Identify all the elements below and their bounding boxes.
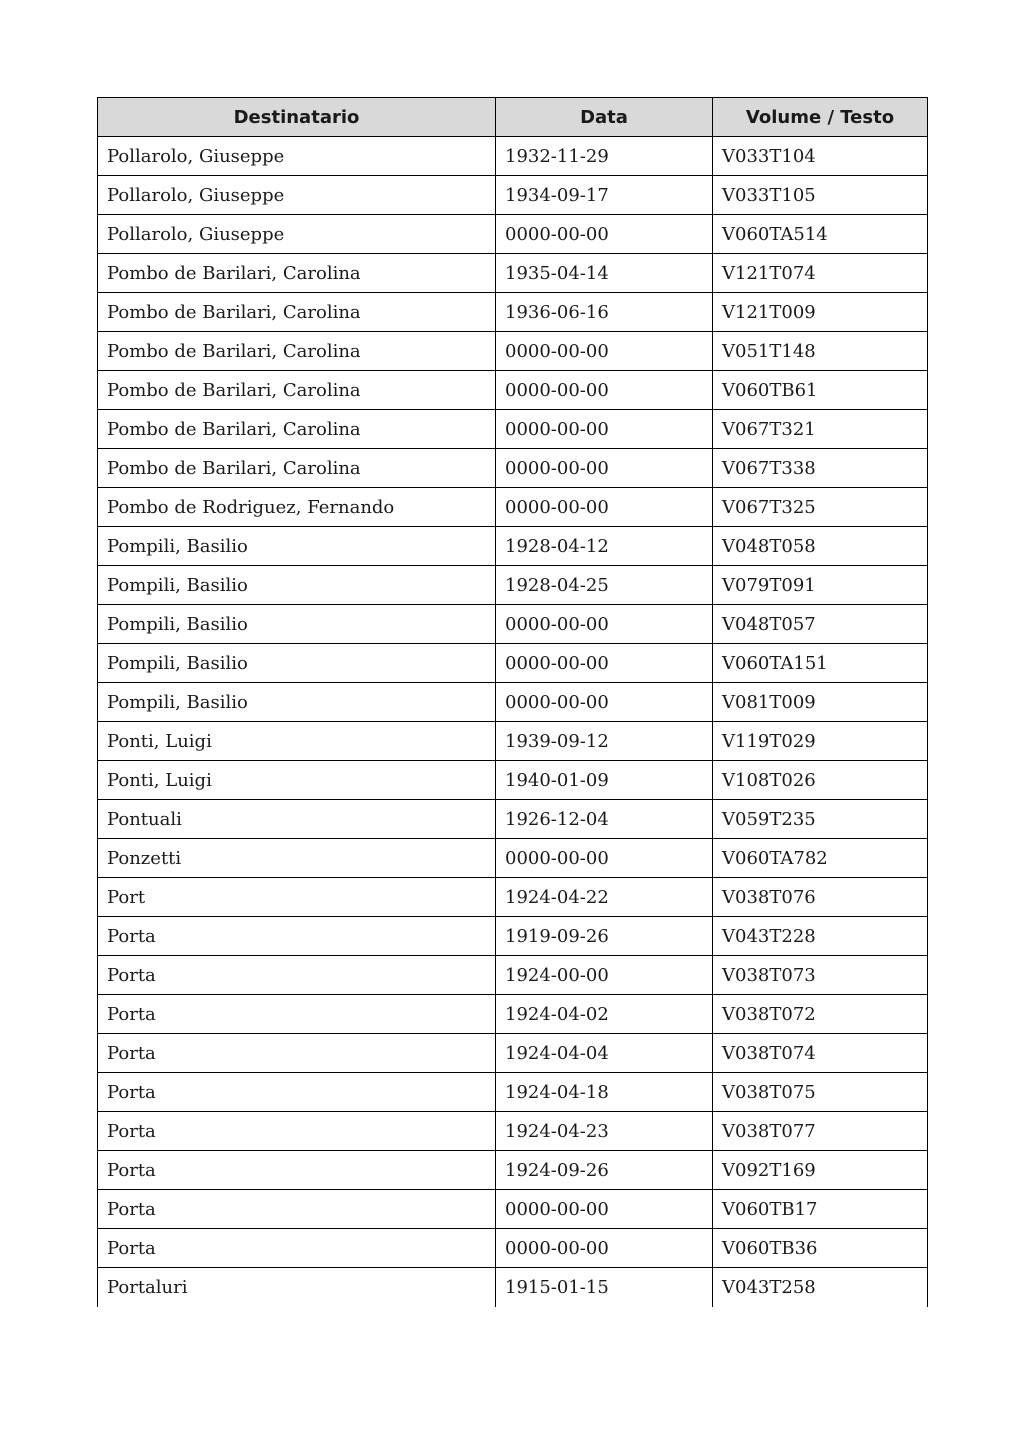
cell-volume-testo: V038T072 [713,995,928,1034]
cell-volume-testo: V067T325 [713,488,928,527]
cell-destinatario: Pombo de Barilari, Carolina [98,449,496,488]
table-row [98,488,928,527]
cell-data: 0000-00-00 [496,683,713,722]
cell-volume-testo: V060TB61 [713,371,928,410]
cell-volume-testo: V043T258 [713,1268,928,1307]
cell-destinatario: Pollarolo, Giuseppe [98,176,496,215]
table-row [98,527,928,566]
cell-volume-testo: V048T057 [713,605,928,644]
cell-destinatario: Porta [98,1190,496,1229]
cell-volume-testo: V060TB36 [713,1229,928,1268]
table-row [98,605,928,644]
cell-destinatario: Ponti, Luigi [98,722,496,761]
cell-data: 0000-00-00 [496,839,713,878]
cell-destinatario: Porta [98,1034,496,1073]
table-row [98,566,928,605]
cell-destinatario: Port [98,878,496,917]
cell-destinatario: Porta [98,917,496,956]
table-row [98,1034,928,1073]
cell-volume-testo: V067T321 [713,410,928,449]
cell-volume-testo: V060TA151 [713,644,928,683]
cell-destinatario: Porta [98,1229,496,1268]
table-row [98,137,928,176]
cell-destinatario: Pombo de Barilari, Carolina [98,254,496,293]
table-row [98,449,928,488]
cell-volume-testo: V038T076 [713,878,928,917]
cell-data: 1940-01-09 [496,761,713,800]
table-row [98,839,928,878]
cell-volume-testo: V060TA514 [713,215,928,254]
cell-volume-testo: V059T235 [713,800,928,839]
table-row [98,683,928,722]
cell-destinatario: Pompili, Basilio [98,683,496,722]
cell-data: 1928-04-12 [496,527,713,566]
cell-destinatario: Ponzetti [98,839,496,878]
cell-destinatario: Pompili, Basilio [98,527,496,566]
table-row [98,1151,928,1190]
table-row [98,761,928,800]
cell-destinatario: Pombo de Barilari, Carolina [98,332,496,371]
cell-destinatario: Pompili, Basilio [98,566,496,605]
cell-volume-testo: V038T077 [713,1112,928,1151]
cell-data: 1924-04-18 [496,1073,713,1112]
cell-data: 0000-00-00 [496,410,713,449]
cell-data: 1936-06-16 [496,293,713,332]
header-destinatario: Destinatario [98,98,496,137]
cell-volume-testo: V108T026 [713,761,928,800]
cell-volume-testo: V038T074 [713,1034,928,1073]
cell-data: 1924-04-22 [496,878,713,917]
cell-destinatario: Pompili, Basilio [98,644,496,683]
table-header-row [98,98,928,137]
cell-volume-testo: V051T148 [713,332,928,371]
cell-volume-testo: V081T009 [713,683,928,722]
cell-data: 1924-04-04 [496,1034,713,1073]
cell-data: 1928-04-25 [496,566,713,605]
table-row [98,956,928,995]
cell-data: 1935-04-14 [496,254,713,293]
table-row [98,215,928,254]
cell-data: 1924-00-00 [496,956,713,995]
cell-data: 0000-00-00 [496,1190,713,1229]
cell-data: 0000-00-00 [496,215,713,254]
cell-data: 0000-00-00 [496,488,713,527]
table-row [98,332,928,371]
cell-volume-testo: V079T091 [713,566,928,605]
cell-volume-testo: V038T073 [713,956,928,995]
cell-destinatario: Porta [98,1073,496,1112]
header-data: Data [496,98,713,137]
table-row [98,917,928,956]
cell-volume-testo: V119T029 [713,722,928,761]
cell-data: 0000-00-00 [496,644,713,683]
cell-destinatario: Pontuali [98,800,496,839]
table-row [98,293,928,332]
cell-destinatario: Porta [98,995,496,1034]
cell-volume-testo: V060TB17 [713,1190,928,1229]
table-row [98,1112,928,1151]
cell-volume-testo: V060TA782 [713,839,928,878]
cell-data: 1915-01-15 [496,1268,713,1307]
table-row [98,1073,928,1112]
table-row [98,1268,928,1307]
cell-data: 1932-11-29 [496,137,713,176]
cell-volume-testo: V092T169 [713,1151,928,1190]
header-volume-testo: Volume / Testo [713,98,928,137]
cell-destinatario: Porta [98,1151,496,1190]
cell-destinatario: Pombo de Rodriguez, Fernando [98,488,496,527]
cell-data: 1924-04-02 [496,995,713,1034]
cell-volume-testo: V033T104 [713,137,928,176]
cell-data: 1926-12-04 [496,800,713,839]
table-row [98,176,928,215]
table-row [98,1229,928,1268]
cell-destinatario: Porta [98,1112,496,1151]
table-body [98,137,928,1307]
cell-data: 0000-00-00 [496,449,713,488]
table-row [98,995,928,1034]
cell-data: 1924-04-23 [496,1112,713,1151]
cell-volume-testo: V038T075 [713,1073,928,1112]
cell-volume-testo: V067T338 [713,449,928,488]
cell-data: 1934-09-17 [496,176,713,215]
cell-data: 1924-09-26 [496,1151,713,1190]
table-row [98,722,928,761]
cell-data: 1939-09-12 [496,722,713,761]
cell-data: 0000-00-00 [496,371,713,410]
letters-index-table [97,97,928,1307]
cell-volume-testo: V121T074 [713,254,928,293]
table-row [98,800,928,839]
cell-data: 0000-00-00 [496,605,713,644]
cell-destinatario: Porta [98,956,496,995]
table-row [98,644,928,683]
cell-destinatario: Ponti, Luigi [98,761,496,800]
cell-data: 1919-09-26 [496,917,713,956]
cell-destinatario: Pombo de Barilari, Carolina [98,293,496,332]
cell-volume-testo: V033T105 [713,176,928,215]
cell-destinatario: Pompili, Basilio [98,605,496,644]
table-row [98,371,928,410]
cell-data: 0000-00-00 [496,1229,713,1268]
cell-data: 0000-00-00 [496,332,713,371]
cell-destinatario: Pollarolo, Giuseppe [98,137,496,176]
table-row [98,410,928,449]
cell-destinatario: Portaluri [98,1268,496,1307]
table-row [98,878,928,917]
cell-destinatario: Pombo de Barilari, Carolina [98,410,496,449]
cell-volume-testo: V048T058 [713,527,928,566]
cell-destinatario: Pollarolo, Giuseppe [98,215,496,254]
cell-destinatario: Pombo de Barilari, Carolina [98,371,496,410]
cell-volume-testo: V043T228 [713,917,928,956]
table-row [98,1190,928,1229]
cell-volume-testo: V121T009 [713,293,928,332]
table-row [98,254,928,293]
